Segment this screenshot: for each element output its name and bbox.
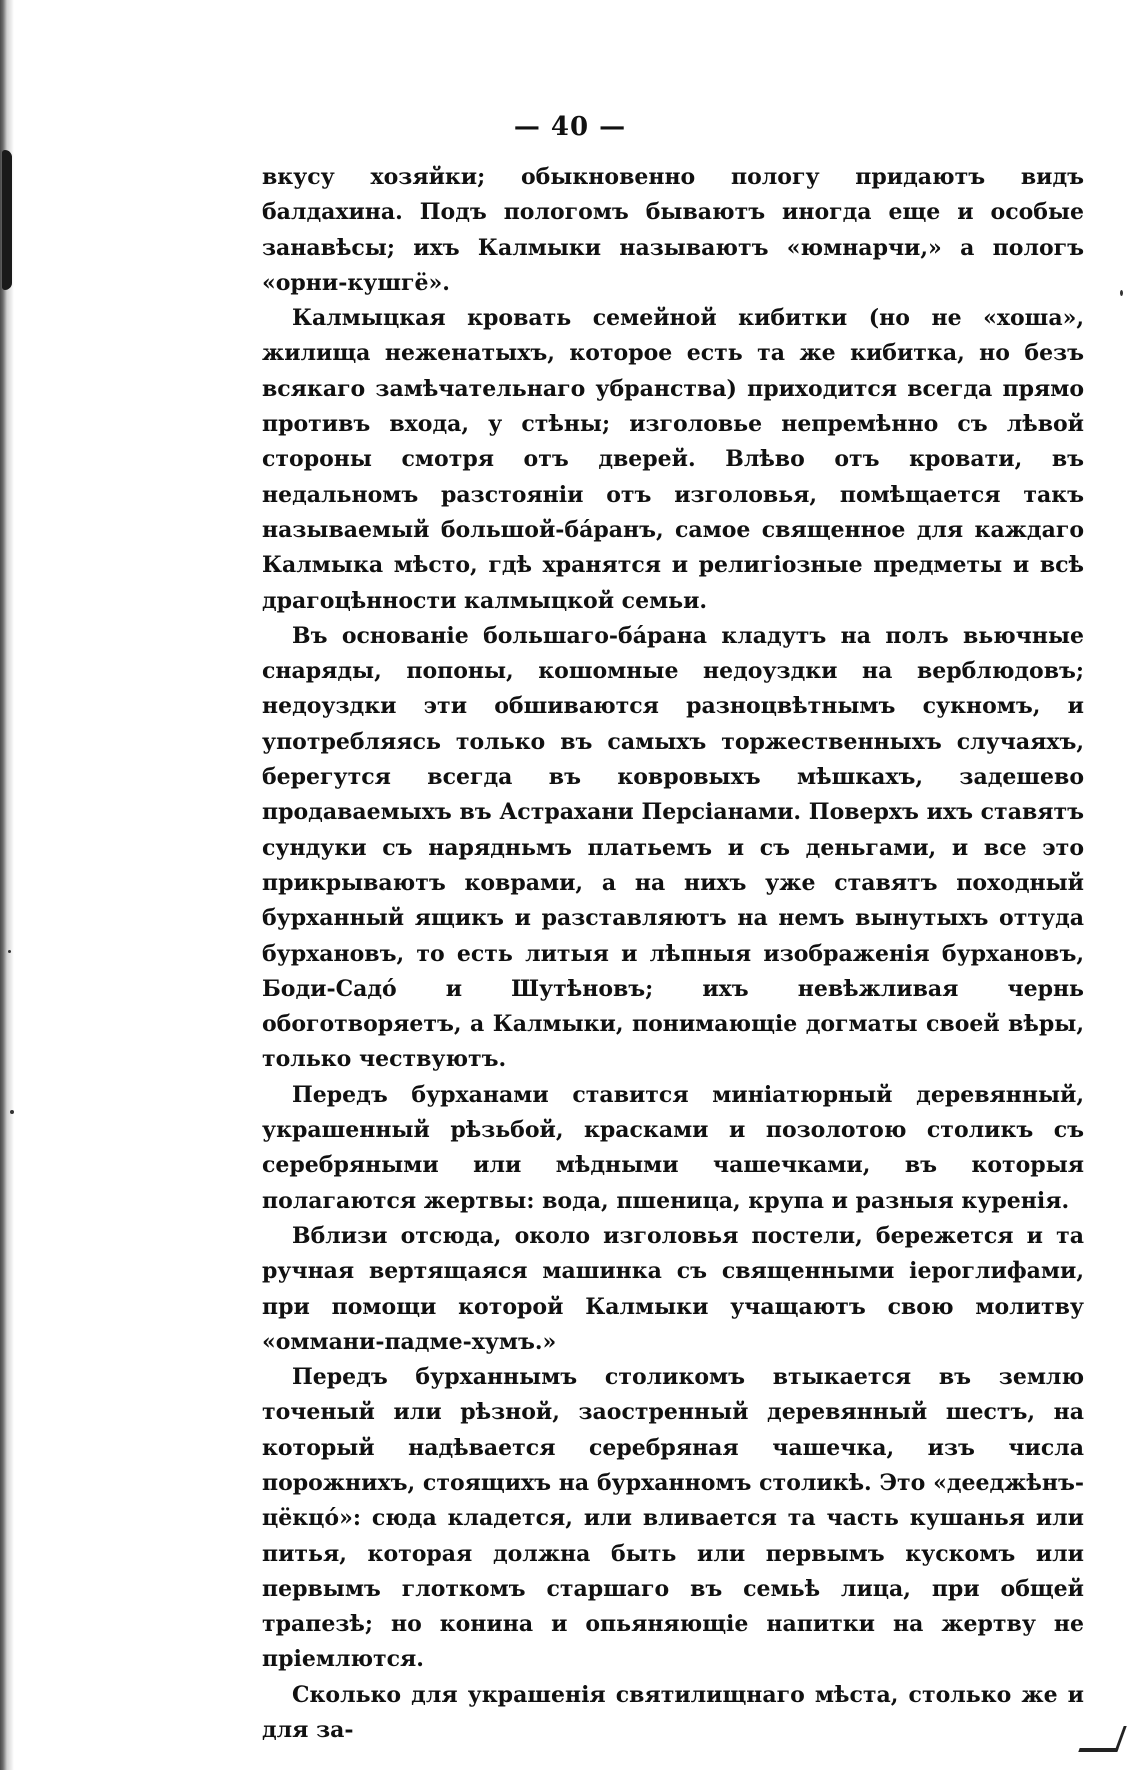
scan-speck (8, 950, 11, 953)
paragraph-4: Передъ бурханами ставится миніатюрный деревянный, украшенный рѣзьбой, красками и позолотою столикъ съ серебряными или мѣдными чашечками, въ которыя полагаются жертвы: вода, пшеница, крупа и разныя куренія. (262, 1081, 1084, 1214)
paragraph-1: вкусу хозяйки; обыкновенно пологу придаютъ видъ балдахина. Подъ пологомъ бываютъ иногда еще и особые занавѣсы; ихъ Калмыки называютъ «юмнарчи,» а пологъ «орни-кушгё». (262, 164, 1084, 296)
paragraph-6: Передъ бурханнымъ столикомъ втыкается въ землю точеный или рѣзной, заостренный деревянный шестъ, на который надѣвается серебряная чашечка, изъ числа порожнихъ, стоящихъ на бурханномъ столикѣ. Это «дееджѣнъ-цёкцó»: сюда кладется, или вливается та часть кушанья или питья, которая должна быть или первымъ кускомъ или первымъ глоткомъ старшаго въ семьѣ лица, при общей трапезѣ; но конина и опьяняющіе напитки на жертву не пріемлются. (262, 1364, 1084, 1673)
scan-corner-mark (1078, 1726, 1126, 1752)
page-number: — 40 — (513, 112, 627, 142)
paragraph-7: Сколько для украшенія святилищнаго мѣста, столько же и для за- (262, 1681, 1084, 1744)
paragraph-2: Калмыцкая кровать семейной кибитки (но не «хоша», жилища неженатыхъ, которое есть та же кибитка, но безъ всякаго замѣчательнаго убранства) приходится всегда прямо противъ входа, у стѣны; изголовье непремѣнно съ лѣвой стороны смотря отъ дверей. Влѣво отъ кровати, въ недальномъ разстояніи отъ изголовья, помѣщается такъ называемый большой-бáранъ, самое священное для каждаго Калмыка мѣсто, гдѣ хранятся и религіозные предметы и всѣ драгоцѣнности калмыцкой семьи. (262, 305, 1084, 614)
scan-speck (1120, 290, 1123, 296)
body-text (262, 160, 1084, 1748)
binding-shadow-mark (2, 150, 12, 290)
paragraph-5: Вблизи отсюда, около изголовья постели, бережется и та ручная вертящаяся машинка съ священными іероглифами, при помощи которой Калмыки учащаютъ свою молитву «оммани-падме-хумъ.» (262, 1222, 1084, 1355)
paragraph-3: Въ основаніе большаго-бáрана кладутъ на полъ вьючные снаряды, попоны, кошомные недоуздки на верблюдовъ; недоуздки эти обшиваются разноцвѣтнымъ сукномъ, и употребляясь только въ самыхъ торжественныхъ случаяхъ, берегутся всегда въ ковровыхъ мѣшкахъ, задешево продаваемыхъ въ Астрахани Персіанами. Поверхъ ихъ ставятъ сундуки съ нарядньмъ платьемъ и съ деньгами, и все это прикрываютъ коврами, а на нихъ уже ставятъ походный бурханный ящикъ и разставляютъ на немъ вынутыхъ оттуда бурхановъ, то есть литыя и лѣпныя изображенія бурхановъ, Боди-Садó и Шутѣновъ; ихъ невѣжливая чернь обоготворяетъ, а Калмыки, понимающіе догматы своей вѣры, только чествуютъ. (262, 622, 1084, 1073)
scan-speck (10, 1110, 14, 1114)
